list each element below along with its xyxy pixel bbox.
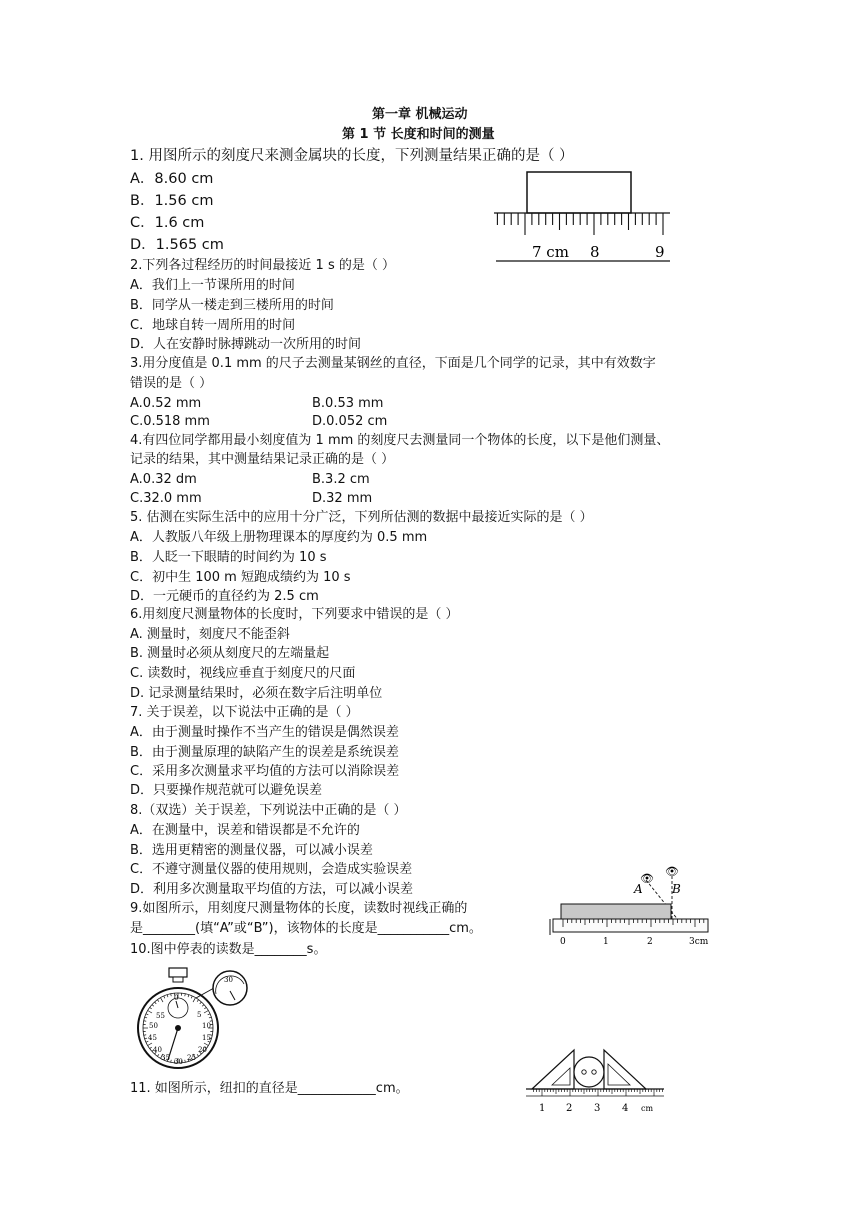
- q3-stem-line1: 3.用分度值是 0.1 mm 的尺子去测量某钢丝的直径，下面是几个同学的记录，其中有效数字: [130, 356, 656, 371]
- q1-option-d: D．1.565 cm: [130, 237, 224, 253]
- q2-option-a: A．我们上一节课所用的时间: [130, 278, 295, 293]
- q9-tick-3cm: 3cm: [689, 937, 709, 947]
- chapter-title: 第一章 机械运动: [372, 107, 468, 122]
- q1-label-9: 9: [655, 243, 665, 261]
- right-set-square: [604, 1050, 646, 1089]
- dial-40: 40: [153, 1046, 162, 1054]
- q1-option-b: B．1.56 cm: [130, 193, 214, 209]
- q8-option-d: D．利用多次测量取平均值的方法，可以减小误差: [130, 882, 414, 897]
- q9-tick-0: 0: [560, 937, 566, 947]
- dial-30: 30: [174, 1058, 183, 1066]
- q1-ruler-figure: [494, 168, 674, 264]
- q7-option-a: A．由于测量时操作不当产生的错误是偶然误差: [130, 725, 399, 740]
- inset-30: 30: [224, 976, 233, 984]
- q2-option-c: C．地球自转一周所用的时间: [130, 318, 296, 333]
- metal-block: [527, 172, 631, 213]
- q7-option-c: C．采用多次测量求平均值的方法可以消除误差: [130, 764, 400, 779]
- q10-stem: 10.图中停表的读数是________s。: [130, 942, 327, 957]
- q4-stem-line1: 4.有四位同学都用最小刻度值为 1 mm 的刻度尺去测量同一个物体的长度，以下是他们测量、: [130, 433, 670, 448]
- dial-15: 15: [202, 1034, 211, 1042]
- q8-option-a: A．在测量中，误差和错误都是不允许的: [130, 823, 360, 838]
- q9-stem-line1: 9.如图所示，用刻度尺测量物体的长度，读数时视线正确的: [130, 901, 468, 916]
- q3-stem-line2: 错误的是（ ）: [130, 376, 213, 391]
- dial-50: 50: [149, 1022, 158, 1030]
- q11-tick-2: 2: [566, 1103, 573, 1114]
- section-title: 第 1 节 长度和时间的测量: [342, 127, 495, 142]
- q8-option-b: B．选用更精密的测量仪器，可以减小误差: [130, 843, 373, 858]
- q7-stem: 7. 关于误差，以下说法中正确的是（ ）: [130, 705, 359, 720]
- q9-ruler-figure: [548, 860, 714, 950]
- q2-option-b: B．同学从一楼走到三楼所用的时间: [130, 298, 334, 313]
- q5-option-a: A．人教版八年级上册物理课本的厚度约为 0.5 mm: [130, 530, 428, 545]
- button-object: [574, 1057, 604, 1087]
- dial-10: 10: [202, 1022, 211, 1030]
- q3-option-c: C.0.518 mm: [130, 414, 210, 429]
- q7-option-d: D．只要操作规范就可以避免误差: [130, 783, 323, 798]
- q4-option-a: A.0.32 dm: [130, 472, 197, 487]
- q5-option-d: D．一元硬币的直径约为 2.5 cm: [130, 589, 319, 604]
- q5-stem: 5. 估测在实际生活中的应用十分广泛，下列所估测的数据中最接近实际的是（ ）: [130, 510, 593, 525]
- q7-option-b: B．由于测量原理的缺陷产生的误差是系统误差: [130, 745, 399, 760]
- q2-stem: 2.下列各过程经历的时间最接近 1 s 的是（ ）: [130, 258, 395, 273]
- eye-icon: 👁: [640, 872, 654, 885]
- q3-option-a: A.0.52 mm: [130, 396, 202, 411]
- q9-label-b: B: [672, 882, 681, 896]
- q11-tick-1: 1: [539, 1103, 546, 1114]
- measured-object: [561, 904, 671, 919]
- q1-option-c: C．1.6 cm: [130, 215, 205, 231]
- q10-stopwatch-figure: [136, 966, 256, 1076]
- stopwatch-crown: [169, 968, 187, 977]
- q1-label-8: 8: [590, 243, 600, 261]
- q1-label-7cm: 7 cm: [532, 243, 569, 261]
- dial-45: 45: [148, 1034, 157, 1042]
- q6-option-c: C. 读数时，视线应垂直于刻度尺的尺面: [130, 666, 356, 681]
- q9-tick-2: 2: [647, 937, 653, 947]
- dial-25: 25: [187, 1054, 196, 1062]
- q11-tick-4: 4: [622, 1103, 629, 1114]
- dial-35: 35: [161, 1054, 170, 1062]
- q9-tick-1: 1: [603, 937, 609, 947]
- q6-stem: 6.用刻度尺测量物体的长度时，下列要求中错误的是（ ）: [130, 607, 459, 622]
- q11-stem: 11. 如图所示，纽扣的直径是____________cm。: [130, 1081, 409, 1096]
- dial-55: 55: [156, 1012, 165, 1020]
- q3-option-d: D.0.052 cm: [312, 414, 388, 429]
- dial-5: 5: [197, 1011, 202, 1019]
- left-set-square: [532, 1050, 574, 1089]
- q11-button-figure: [524, 1044, 668, 1118]
- q11-unit-cm: cm: [641, 1104, 654, 1113]
- q4-option-b: B.3.2 cm: [312, 472, 370, 487]
- q2-option-d: D．人在安静时脉搏跳动一次所用的时间: [130, 337, 362, 352]
- q4-stem-line2: 记录的结果，其中测量结果记录正确的是（ ）: [130, 452, 395, 467]
- q4-option-c: C.32.0 mm: [130, 491, 202, 506]
- q1-stem: 1. 用图所示的刻度尺来测金属块的长度，下列测量结果正确的是（ ）: [130, 148, 574, 164]
- q8-stem: 8.（双选）关于误差，下列说法中正确的是（ ）: [130, 803, 407, 818]
- q3-option-b: B.0.53 mm: [312, 396, 384, 411]
- q5-option-b: B．人眨一下眼睛的时间约为 10 s: [130, 550, 327, 565]
- q9-label-a: A: [634, 882, 643, 896]
- q6-option-b: B. 测量时必须从刻度尺的左端量起: [130, 646, 330, 661]
- dial-0: 0: [174, 994, 179, 1002]
- q9-stem-line2: 是________(填“A”或“B”)，该物体的长度是___________cm。: [130, 921, 482, 936]
- q11-tick-3: 3: [594, 1103, 601, 1114]
- q6-option-d: D. 记录测量结果时，必须在数字后注明单位: [130, 686, 383, 701]
- q6-option-a: A. 测量时，刻度尺不能歪斜: [130, 627, 290, 642]
- q5-option-c: C．初中生 100 m 短跑成绩约为 10 s: [130, 570, 351, 585]
- q1-option-a: A．8.60 cm: [130, 171, 214, 187]
- eye-icon: 👁: [665, 865, 679, 878]
- dial-20: 20: [198, 1046, 207, 1054]
- q4-option-d: D.32 mm: [312, 491, 373, 506]
- q8-option-c: C．不遵守测量仪器的使用规则，会造成实验误差: [130, 862, 413, 877]
